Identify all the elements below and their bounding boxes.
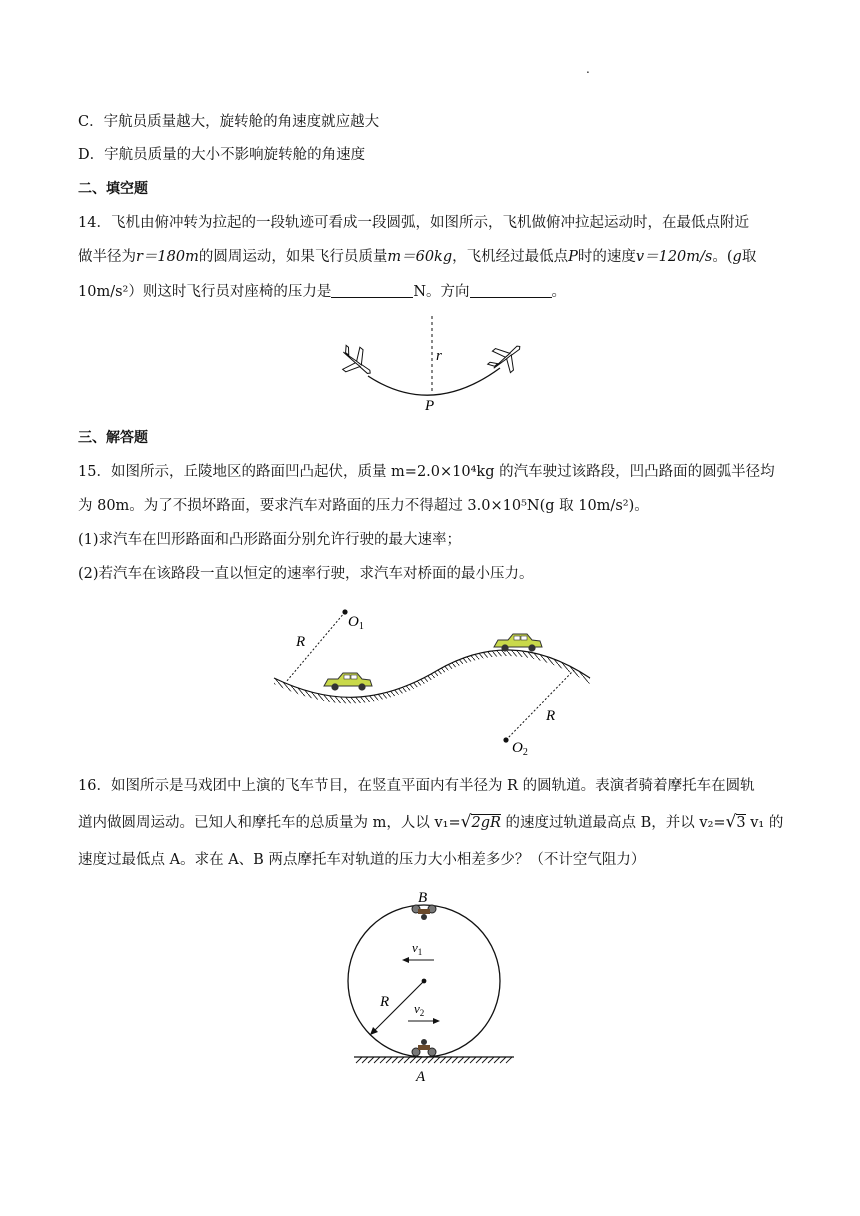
car-icon <box>494 634 542 652</box>
q14-text: 的圆周运动，如果飞行员质量 <box>198 249 388 265</box>
motorcycle-top-icon <box>412 905 436 920</box>
arc-trajectory <box>368 368 500 395</box>
q15-line2: 为 80m。为了不损坏路面，要求汽车对路面的压力不得超过 3.0×10⁵N(g 取 10m/s²)。 <box>78 498 649 514</box>
label-r2: R <box>546 708 556 724</box>
q16-line1: 16．如图所示是马戏团中上演的飞车节目，在竖直平面内有半径为 R 的圆轨道。表演者骑着摩托车在圆轨 <box>78 778 755 794</box>
q14-text: N。方向 <box>413 284 470 300</box>
option-c: C．宇航员质量越大，旋转舱的角速度就应越大 <box>78 114 380 130</box>
q14-line3 <box>78 282 566 302</box>
sqrt-sign: √ <box>460 812 472 832</box>
q16-text: 的速度过轨道最高点 B，并以 v₂= <box>500 815 726 831</box>
airplane-right-icon <box>483 336 529 381</box>
label-r1: R <box>296 634 306 650</box>
label-b: B <box>418 890 428 906</box>
q15-line1: 15．如图所示，丘陵地区的路面凹凸起伏，质量 m=2.0×10⁴kg 的汽车驶过该路段，凹凸路面的圆弧半径均 <box>78 464 775 480</box>
q16-line3: 速度过最低点 A。求在 A、B 两点摩托车对轨道的压力大小相差多少？（不计空气阻力） <box>78 852 646 868</box>
road-hatching <box>274 650 590 703</box>
q14-g: g <box>732 249 742 265</box>
header-dot: . <box>586 62 590 76</box>
q14-line1: 14．飞机由俯冲转为拉起的一段轨迹可看成一段圆弧，如图所示，飞机做俯冲拉起运动时，在最低点附近 <box>78 215 749 231</box>
sqrt-radicand: 3 <box>736 815 746 831</box>
section-fill-in-heading: 二、填空题 <box>78 181 148 197</box>
q14-point: P <box>568 249 578 265</box>
label-v1: $v_1$ <box>412 940 423 957</box>
q15-line4: (2)若汽车在该路段一直以恒定的速率行驶，求汽车对桥面的最小压力。 <box>78 566 534 582</box>
label-v2: $v_2$ <box>414 1001 425 1018</box>
section-answer-heading: 三、解答题 <box>78 430 148 446</box>
q14-blank-pressure[interactable] <box>331 283 413 298</box>
label-o1: $O_1$ <box>348 614 364 632</box>
label-a: A <box>416 1069 426 1085</box>
label-r: R <box>380 994 390 1010</box>
sqrt-radicand: 2gR <box>471 815 501 831</box>
q16-text: 道内做圆周运动。已知人和摩托车的总质量为 m，人以 v₁= <box>78 815 461 831</box>
q14-text: 。 <box>551 284 567 300</box>
q14-text: 取 <box>741 249 757 265</box>
q14-radius: r＝180m <box>136 249 199 265</box>
q16-line2 <box>78 812 783 833</box>
q14-line2 <box>78 247 756 267</box>
sqrt-sign: √ <box>725 812 737 832</box>
airplane-arc-figure <box>330 312 530 412</box>
car-icon <box>324 673 372 691</box>
q14-speed: v＝120m/s <box>635 249 713 265</box>
label-p: P <box>425 398 435 412</box>
q16-text: v₁ 的 <box>745 815 784 831</box>
q14-text: 。( <box>712 249 733 265</box>
label-r: r <box>436 348 442 364</box>
radius-line-1 <box>286 612 345 682</box>
q14-mass: m＝60kg <box>387 249 453 265</box>
loop-track-figure <box>346 888 518 1088</box>
v2-arrowhead <box>433 1018 440 1024</box>
motorcycle-bottom-icon <box>412 1039 436 1056</box>
v1-arrowhead <box>402 957 409 963</box>
q14-text: 做半径为 <box>78 249 136 265</box>
radius-line-2 <box>506 670 574 740</box>
hilly-road-figure <box>268 604 598 756</box>
label-o2: $O_2$ <box>512 740 528 756</box>
q14-blank-direction[interactable] <box>470 283 552 298</box>
q14-text: 时的速度 <box>577 249 636 265</box>
q14-text: 10m/s²）则这时飞行员对座椅的压力是 <box>78 284 332 300</box>
airplane-left-icon <box>333 340 379 384</box>
ground-hatching <box>356 1057 512 1063</box>
q15-line3: (1)求汽车在凹形路面和凸形路面分别允许行驶的最大速率； <box>78 532 462 548</box>
q14-text: ，飞机经过最低点 <box>452 249 569 265</box>
option-d: D．宇航员质量的大小不影响旋转舱的角速度 <box>78 147 366 163</box>
